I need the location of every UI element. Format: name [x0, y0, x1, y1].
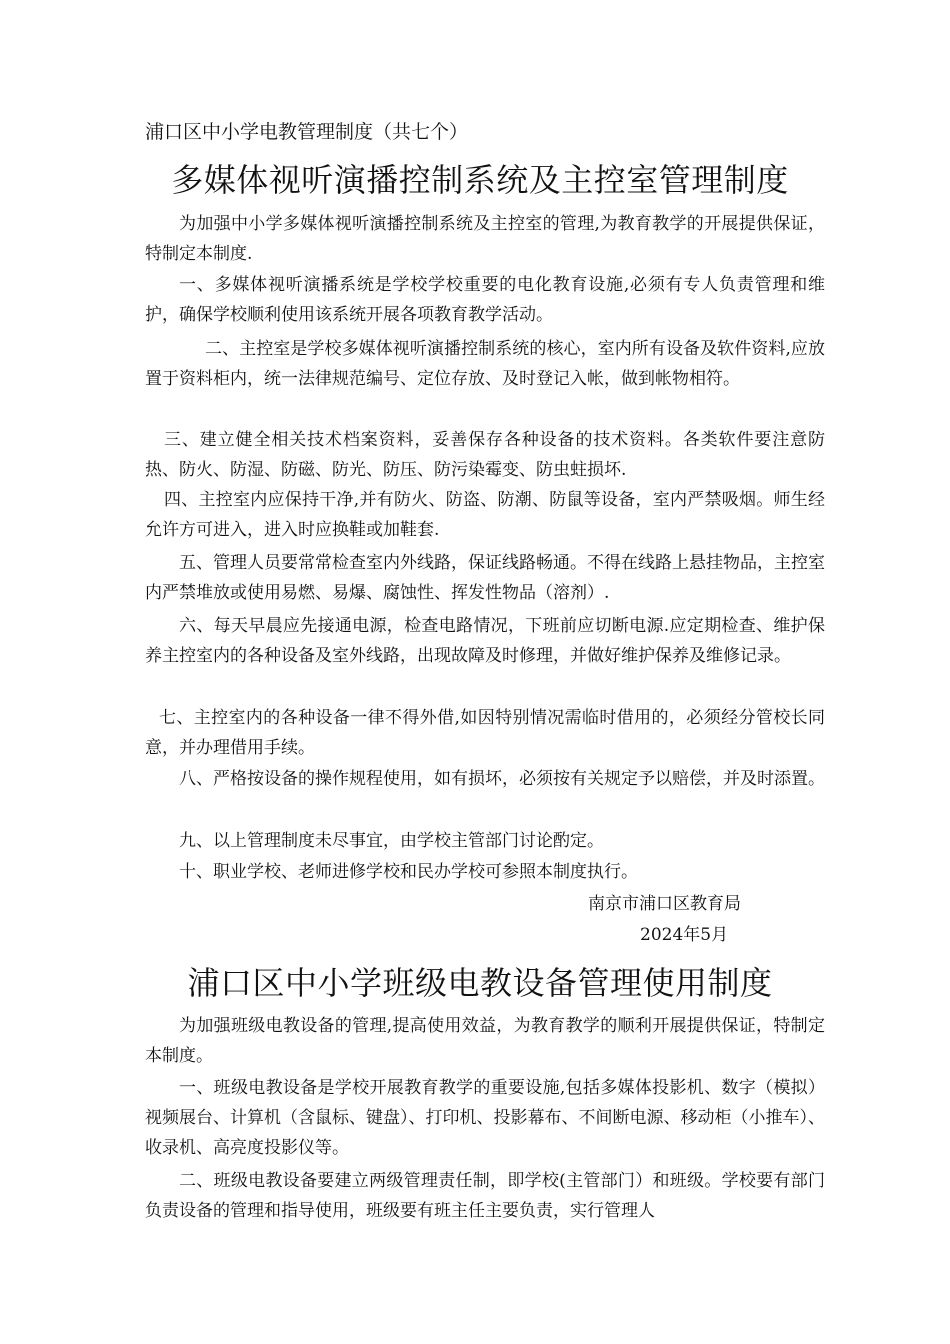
section2-intro-paragraph: 为加强班级电教设备的管理,提高使用效益，为教育教学的顺利开展提供保证，特制定本制度。 — [145, 1016, 825, 1066]
section1-title: 多媒体视听演播控制系统及主控室管理制度 — [171, 161, 789, 199]
section2-title: 浦口区中小学班级电教设备管理使用制度 — [187, 964, 773, 1002]
section1-paragraph-5: 五、管理人员要常常检查室内外线路，保证线路畅通。不得在线路上悬挂物品，主控室内严禁堆放或使用易燃、易爆、腐蚀性、挥发性物品（溶剂）. — [145, 553, 825, 603]
section1-date: 2024年5月 — [640, 925, 729, 945]
section1-paragraph-9: 九、以上管理制度未尽事宜，由学校主管部门讨论酌定。 — [179, 831, 604, 851]
section1-paragraph-10: 十、职业学校、老师进修学校和民办学校可参照本制度执行。 — [179, 862, 638, 882]
section1-paragraph-7: 七、主控室内的各种设备一律不得外借,如因特别情况需临时借用的，必须经分管校长同意，并办理借用手续。 — [145, 708, 825, 758]
section2-paragraph-2: 二、班级电教设备要建立两级管理责任制，即学校(主管部门）和班级。学校要有部门负责设备的管理和指导使用，班级要有班主任主要负责，实行管理人 — [145, 1171, 825, 1221]
section1-paragraph-1: 一、多媒体视听演播系统是学校学校重要的电化教育设施,必须有专人负责管理和维护，确保学校顺利使用该系统开展各项教育教学活动。 — [145, 275, 825, 325]
section1-paragraph-6: 六、每天早晨应先接通电源，检查电路情况，下班前应切断电源.应定期检查、维护保养主控室内的各种设备及室外线路，出现故障及时修理，并做好维护保养及维修记录。 — [145, 616, 825, 666]
section1-paragraph-3: 三、建立健全相关技术档案资料，妥善保存各种设备的技术资料。各类软件要注意防热、防火、防湿、防磁、防光、防压、防污染霉变、防虫蛀损坏. — [145, 430, 825, 480]
section1-paragraph-4: 四、主控室内应保持干净,并有防火、防盗、防潮、防鼠等设备，室内严禁吸烟。师生经允许方可进入，进入时应换鞋或加鞋套. — [145, 490, 825, 540]
section1-paragraph-8: 八、严格按设备的操作规程使用，如有损坏，必须按有关规定予以赔偿，并及时添置。 — [179, 769, 825, 789]
section2-paragraph-1: 一、班级电教设备是学校开展教育教学的重要设施,包括多媒体投影机、数字（模拟）视频展台、计算机（含鼠标、键盘）、打印机、投影幕布、不间断电源、移动柜（小推车）、收录机、高亮度投影仪等。 — [145, 1078, 825, 1158]
section1-intro-paragraph: 为加强中小学多媒体视听演播控制系统及主控室的管理,为教育教学的开展提供保证，特制定本制度. — [145, 214, 825, 264]
document-header: 浦口区中小学电教管理制度（共七个） — [145, 121, 469, 143]
section1-paragraph-2: 二、主控室是学校多媒体视听演播控制系统的核心，室内所有设备及软件资料,应放置于资料柜内，统一法律规范编号、定位存放、及时登记入帐，做到帐物相符。 — [145, 339, 825, 389]
section1-signature: 南京市浦口区教育局 — [588, 894, 741, 914]
